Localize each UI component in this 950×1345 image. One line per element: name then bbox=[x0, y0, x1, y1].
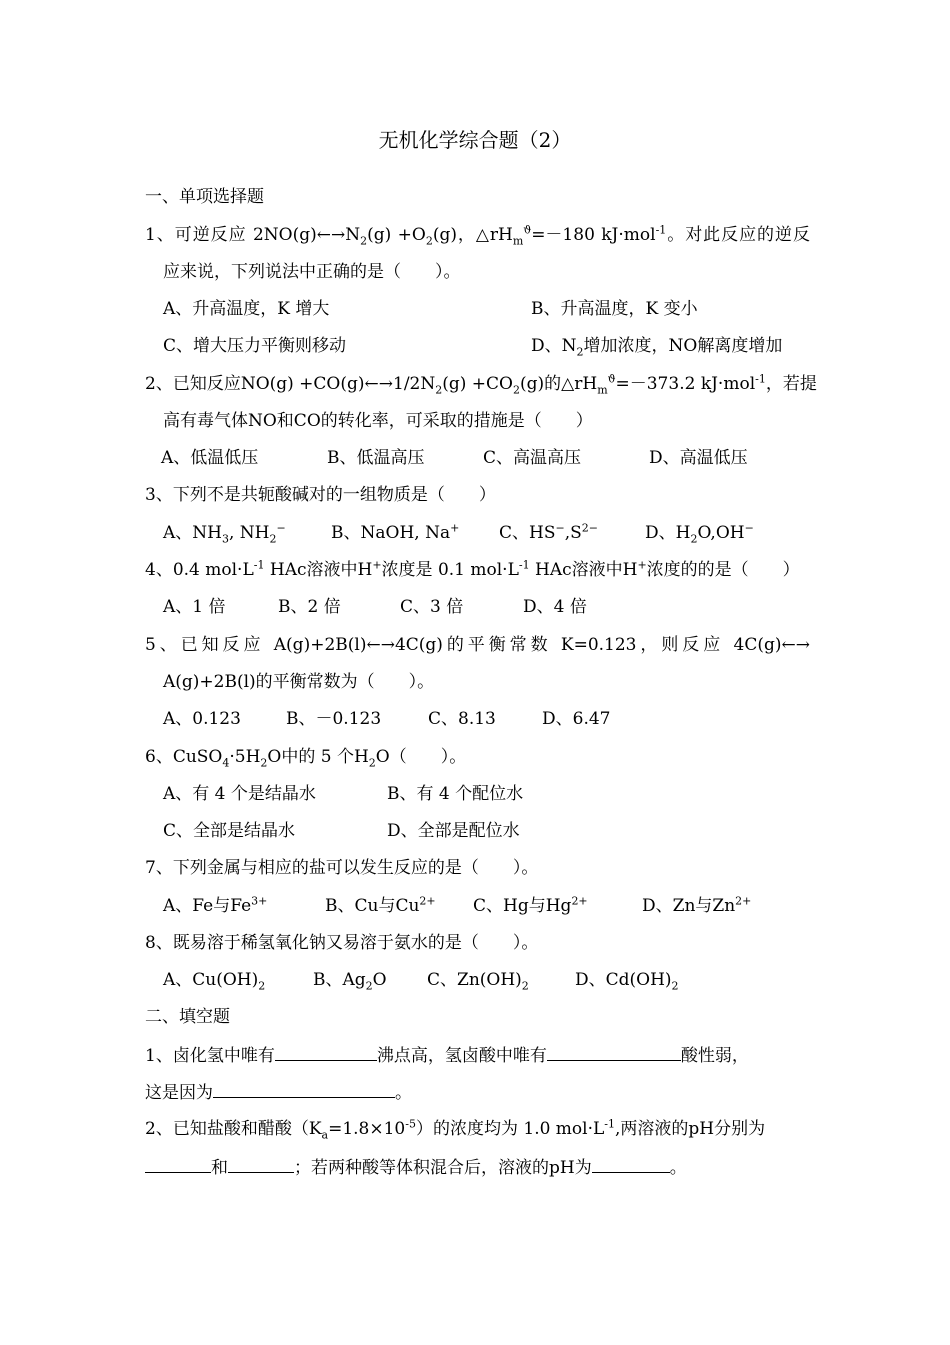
text-run: 2、已知反应NO(g) +CO(g) bbox=[145, 374, 365, 394]
superscript: − bbox=[276, 521, 286, 535]
text-run: ）的浓度均为 1.0 mol·L bbox=[415, 1119, 605, 1139]
superscript: 2+ bbox=[419, 894, 436, 908]
option-b bbox=[325, 895, 473, 917]
text-run: (g) +CO bbox=[442, 374, 513, 394]
fill-2-line-2 bbox=[145, 1156, 810, 1179]
subscript: 2 bbox=[513, 383, 520, 397]
text-run: HAc溶液中H bbox=[264, 560, 373, 580]
text-run: 1/2N bbox=[393, 374, 436, 394]
option-c bbox=[473, 895, 642, 917]
text-run: =－180 kJ·mol bbox=[531, 225, 656, 245]
text-run: ←→ bbox=[366, 635, 395, 655]
page-title: 无机化学综合题（2） bbox=[378, 128, 572, 152]
option-b bbox=[313, 969, 427, 991]
text-run: ,S bbox=[564, 523, 582, 543]
subscript: 2 bbox=[258, 979, 266, 993]
option-b: B、升高温度，K 变小 bbox=[531, 299, 698, 319]
text-run: ←→ bbox=[781, 635, 810, 655]
text-run: 浓度的的是（ ） bbox=[646, 560, 800, 580]
text-run: 4C(g)的平衡常数 K=0.123，则反应 4C(g) bbox=[394, 635, 782, 655]
fill-blank-3[interactable] bbox=[213, 1081, 395, 1098]
text-run: O（ ）。 bbox=[375, 747, 467, 767]
question-6-options-cd bbox=[163, 820, 828, 842]
text-run: ←→ bbox=[364, 374, 394, 394]
text-run: D、Cd(OH) bbox=[575, 970, 672, 990]
question-8-options bbox=[163, 969, 828, 991]
text-run: 5、已知反应 A(g)+2B(l) bbox=[145, 635, 367, 655]
option-a bbox=[163, 969, 313, 991]
text-run: 这是因为 bbox=[145, 1083, 213, 1103]
question-5-line-2: A(g)+2B(l)的平衡常数为（ ）。 bbox=[163, 672, 435, 692]
question-2-options bbox=[161, 447, 826, 469]
section-heading-fill: 二、填空题 bbox=[145, 1007, 230, 1027]
text-run: HAc溶液中H bbox=[529, 560, 638, 580]
text-run: ←→ bbox=[316, 225, 346, 245]
text-run: ,两溶液的pH分别为 bbox=[615, 1119, 766, 1139]
superscript: 2+ bbox=[571, 894, 588, 908]
text-run: D、H bbox=[645, 523, 691, 543]
subscript: 2 bbox=[365, 979, 373, 993]
option-d: D、高温低压 bbox=[649, 448, 748, 468]
text-run: ；若两种酸等体积混合后，溶液的pH为 bbox=[294, 1158, 592, 1178]
superscript: -5 bbox=[405, 1117, 416, 1131]
subscript: 2 bbox=[521, 979, 529, 993]
option-a bbox=[163, 522, 331, 544]
option-d bbox=[642, 895, 751, 917]
question-4-text bbox=[145, 559, 810, 581]
option-c bbox=[499, 522, 645, 544]
text-run: , NH bbox=[228, 523, 270, 543]
option-c: C、3 倍 bbox=[400, 597, 464, 617]
question-8-text: 8、既易溶于稀氢氧化钠又易溶于氨水的是（ ）。 bbox=[145, 933, 539, 953]
text-run: A、Cu(OH) bbox=[163, 970, 259, 990]
subscript: m bbox=[512, 234, 524, 248]
text-run: C、Hg与Hg bbox=[473, 896, 572, 916]
text-run: O bbox=[372, 970, 387, 990]
subscript: 2 bbox=[435, 383, 443, 397]
fill-blank-6[interactable] bbox=[592, 1156, 670, 1173]
option-d bbox=[531, 335, 782, 357]
option-a bbox=[163, 895, 325, 917]
text-run: D、N bbox=[531, 336, 577, 356]
subscript: 2 bbox=[260, 756, 268, 770]
text-run: (g)，△rH bbox=[432, 225, 513, 245]
superscript: ϑ bbox=[607, 372, 616, 386]
superscript: 3+ bbox=[251, 894, 268, 908]
text-run: (g) +O bbox=[367, 225, 426, 245]
option-d: D、全部是配位水 bbox=[387, 821, 520, 841]
superscript: -1 bbox=[655, 223, 667, 237]
superscript: + bbox=[450, 521, 460, 535]
subscript: 4 bbox=[222, 756, 230, 770]
question-3-options bbox=[163, 522, 828, 544]
subscript: m bbox=[597, 383, 608, 397]
option-d: D、6.47 bbox=[542, 709, 611, 729]
option-a: A、升高温度，K 增大 bbox=[163, 299, 330, 319]
question-6-options-ab bbox=[163, 783, 828, 805]
text-run: N bbox=[345, 225, 361, 245]
option-a: A、低温低压 bbox=[161, 448, 259, 468]
question-7-options bbox=[163, 895, 828, 917]
superscript: + bbox=[637, 558, 647, 572]
question-1-line-1 bbox=[145, 224, 810, 246]
option-c: C、全部是结晶水 bbox=[163, 821, 296, 841]
question-5-options bbox=[163, 708, 828, 730]
text-run: 1、卤化氢中唯有 bbox=[145, 1046, 275, 1066]
text-run: 。对此反应的逆反 bbox=[666, 225, 810, 245]
question-1-line-2: 应来说，下列说法中正确的是（ ）。 bbox=[163, 262, 461, 282]
text-run: 酸性弱， bbox=[680, 1046, 749, 1066]
subscript: a bbox=[321, 1128, 329, 1142]
section-heading-choice: 一、单项选择题 bbox=[145, 187, 264, 207]
text-run: =1.8×10 bbox=[328, 1119, 406, 1139]
text-run: ，若提 bbox=[765, 374, 817, 394]
option-d bbox=[575, 969, 679, 991]
fill-blank-4[interactable] bbox=[145, 1156, 211, 1173]
option-c bbox=[427, 969, 575, 991]
text-run: 。 bbox=[395, 1083, 412, 1103]
question-5-line-1 bbox=[145, 634, 810, 656]
superscript: ϑ bbox=[523, 223, 532, 237]
fill-blank-1[interactable] bbox=[275, 1044, 377, 1061]
subscript: 2 bbox=[360, 234, 368, 248]
subscript: 2 bbox=[671, 979, 679, 993]
option-c: C、增大压力平衡则移动 bbox=[163, 336, 347, 356]
option-a: A、有 4 个是结晶水 bbox=[163, 784, 316, 804]
text-run: C、HS bbox=[499, 523, 556, 543]
superscript: 2− bbox=[581, 521, 598, 535]
text-run: =－373.2 kJ·mol bbox=[615, 374, 756, 394]
text-run: A、Fe与Fe bbox=[163, 896, 252, 916]
option-c: C、8.13 bbox=[428, 709, 496, 729]
superscript: -1 bbox=[604, 1117, 616, 1131]
question-2-line-1 bbox=[145, 372, 817, 397]
text-run: 增加浓度，NO解离度增加 bbox=[583, 336, 783, 356]
option-b: B、2 倍 bbox=[278, 597, 341, 617]
text-run: 。 bbox=[669, 1158, 687, 1178]
question-2-line-2: 高有毒气体NO和CO的转化率，可采取的措施是（ ） bbox=[163, 411, 593, 431]
fill-1-line-2 bbox=[145, 1081, 810, 1104]
question-4-options bbox=[163, 596, 828, 618]
option-b: B、低温高压 bbox=[327, 448, 425, 468]
subscript: 2 bbox=[269, 532, 277, 546]
question-1-options-cd bbox=[163, 335, 828, 357]
text-run: 沸点高，氢卤酸中唯有 bbox=[376, 1046, 547, 1066]
option-b bbox=[331, 522, 499, 544]
text-run: A、NH bbox=[163, 523, 222, 543]
fill-2-line-1 bbox=[145, 1118, 810, 1140]
text-run: 浓度是 0.1 mol·L bbox=[381, 560, 519, 580]
text-run: B、Cu与Cu bbox=[325, 896, 420, 916]
question-7-text: 7、下列金属与相应的盐可以发生反应的是（ ）。 bbox=[145, 858, 539, 878]
option-d: D、4 倍 bbox=[523, 597, 587, 617]
question-6-text bbox=[145, 746, 810, 768]
superscript: -1 bbox=[755, 372, 766, 386]
text-run: 和 bbox=[211, 1158, 228, 1178]
option-a: A、1 倍 bbox=[163, 597, 226, 617]
text-run: 6、CuSO bbox=[145, 747, 223, 767]
text-run: D、Zn与Zn bbox=[642, 896, 736, 916]
option-d bbox=[645, 522, 754, 544]
superscript: − bbox=[555, 521, 565, 535]
subscript: 2 bbox=[368, 756, 376, 770]
superscript: 2+ bbox=[735, 894, 752, 908]
text-run: 2、已知盐酸和醋酸（K bbox=[145, 1119, 322, 1139]
text-run: 1、可逆反应 2NO(g) bbox=[145, 225, 317, 245]
subscript: 3 bbox=[221, 532, 229, 546]
superscript: − bbox=[744, 521, 754, 535]
question-1-options-ab bbox=[163, 298, 828, 320]
question-3-text: 3、下列不是共轭酸碱对的一组物质是（ ） bbox=[145, 485, 496, 505]
superscript: -1 bbox=[518, 558, 530, 572]
fill-blank-5[interactable] bbox=[228, 1156, 294, 1173]
option-b: B、－0.123 bbox=[286, 709, 382, 729]
text-run: O中的 5 个H bbox=[267, 747, 369, 767]
option-b: B、有 4 个配位水 bbox=[387, 784, 524, 804]
text-run: O,OH bbox=[697, 523, 745, 543]
fill-blank-2[interactable] bbox=[547, 1044, 681, 1061]
subscript: 2 bbox=[576, 345, 584, 359]
text-run: B、Ag bbox=[313, 970, 366, 990]
text-run: C、Zn(OH) bbox=[427, 970, 522, 990]
superscript: -1 bbox=[253, 558, 265, 572]
text-run: ·5H bbox=[229, 747, 261, 767]
text-run: 4、0.4 mol·L bbox=[145, 560, 254, 580]
fill-1-line-1 bbox=[145, 1044, 810, 1067]
text-run: B、NaOH, Na bbox=[331, 523, 451, 543]
superscript: + bbox=[372, 558, 382, 572]
option-a: A、0.123 bbox=[163, 709, 241, 729]
text-run: (g)的△rH bbox=[520, 374, 598, 394]
option-c: C、高温高压 bbox=[483, 448, 582, 468]
subscript: 2 bbox=[690, 532, 698, 546]
subscript: 2 bbox=[425, 234, 433, 248]
